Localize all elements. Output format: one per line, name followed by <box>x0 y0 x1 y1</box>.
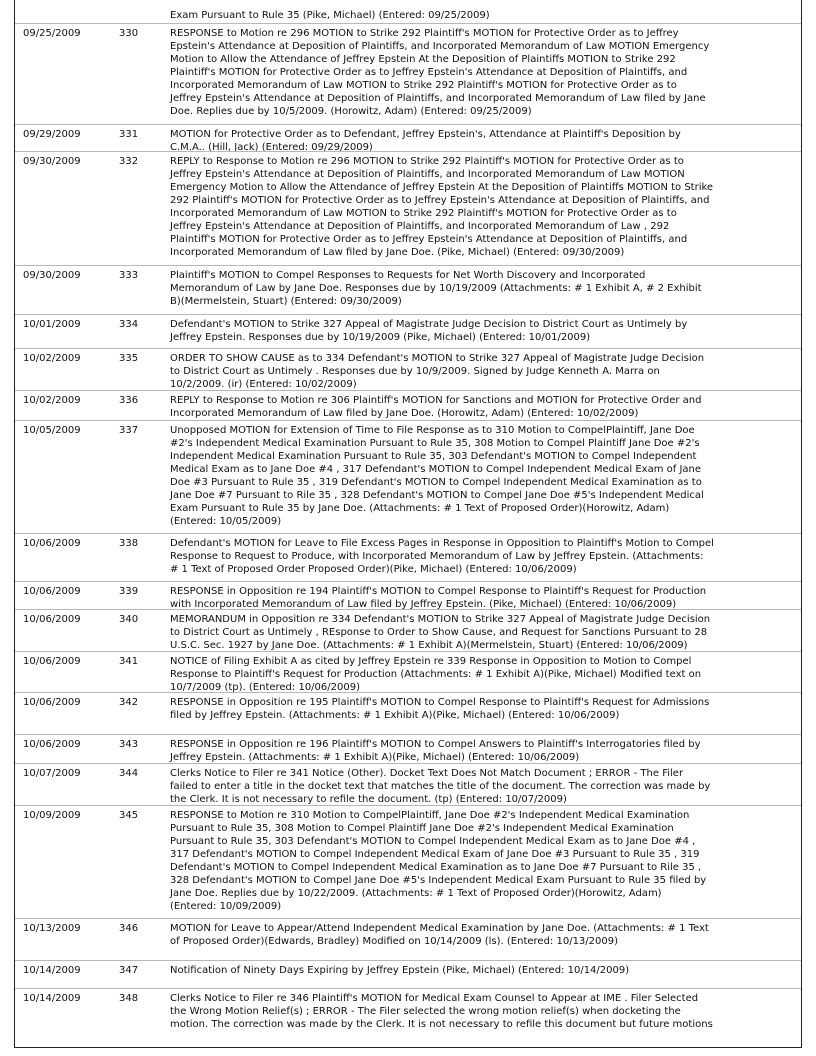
entry-date: 09/25/2009 <box>23 28 81 39</box>
entry-text: REPLY to Response to Motion re 296 MOTION to Strike 292 Plaintiff's MOTION for Protective Order as to Jeffrey Epstein's Attendance at Deposition of Plaintiffs, and Incorporated Memorandum of Law MOTION Emergency Motion to Allow the Attendance of Jeffrey Epstein At the Deposition of Plaintiffs MOTION to Strike 292 Plaintiff's MOTION for Protective Order as to Jeffrey Epstein's Attendance at Deposition of Plaintiffs, and Incorporated Memorandum of Law MOTION to Strike 292 Plaintiff's MOTION for Protective Order as to Jeffrey Epstein's Attendance at Deposition of Plaintiffs, and Incorporated Memorandum of Law , 292 Plaintiff's MOTION for Protective Order as to Jeffrey Epstein's Attendance at Deposition of Plaintiffs, and Incorporated Memorandum of Law filed by Jane Doe. (Pike, Michael) (Entered: 09/30/2009) <box>170 156 714 258</box>
row-divider <box>15 348 801 349</box>
entry-number: 344 <box>119 768 139 779</box>
entry-text: RESPONSE in Opposition re 196 Plaintiff's MOTION to Compel Answers to Plaintiff's Interrogatories filed by Jeffrey Epstein. (Attachments: # 1 Exhibit A)(Pike, Michael) (Entered: 10/06/2009) <box>170 739 701 763</box>
row-divider <box>15 420 801 421</box>
entry-date: 10/06/2009 <box>23 739 81 750</box>
row-divider <box>15 692 801 693</box>
entry-number: 339 <box>119 586 139 597</box>
entry-date: 09/30/2009 <box>23 156 81 167</box>
entry-number: 338 <box>119 538 139 549</box>
row-divider <box>15 734 801 735</box>
entry-text: Notification of Ninety Days Expiring by Jeffrey Epstein (Pike, Michael) (Entered: 10/14/2009) <box>170 965 630 976</box>
entry-date: 10/06/2009 <box>23 586 81 597</box>
entry-date: 10/07/2009 <box>23 768 81 779</box>
entry-date: 10/13/2009 <box>23 923 81 934</box>
entry-date: 10/06/2009 <box>23 697 81 708</box>
row-divider <box>15 763 801 764</box>
entry-date: 10/06/2009 <box>23 656 81 667</box>
entry-number: 346 <box>119 923 139 934</box>
entry-date: 10/05/2009 <box>23 425 81 436</box>
row-divider <box>15 960 801 961</box>
entry-text: ORDER TO SHOW CAUSE as to 334 Defendant's MOTION to Strike 327 Appeal of Magistrate Judge Decision to District Court as Untimely . Responses due by 10/9/2009. Signed by Judge Kenneth A. Marra on 10/2/2009. (ir) (Entered: 10/02/2009) <box>170 353 705 390</box>
row-divider <box>15 23 801 24</box>
entry-number: 336 <box>119 395 139 406</box>
row-divider <box>15 265 801 266</box>
entry-number: 333 <box>119 270 139 281</box>
entry-number: 330 <box>119 28 139 39</box>
entry-date: 10/14/2009 <box>23 965 81 976</box>
entry-text: RESPONSE in Opposition re 194 Plaintiff's MOTION to Compel Response to Plaintiff's Request for Production with Incorporated Memorandum of Law filed by Jeffrey Epstein. (Pike, Michael) (Entered: 10/06/2009) <box>170 586 707 610</box>
entry-text: RESPONSE in Opposition re 195 Plaintiff's MOTION to Compel Response to Plaintiff's Request for Admissions filed by Jeffrey Epstein. (Attachments: # 1 Exhibit A)(Pike, Michael) (Entered: 10/06/2009) <box>170 697 710 721</box>
entry-date: 09/30/2009 <box>23 270 81 281</box>
entry-number: 341 <box>119 656 139 667</box>
entry-date: 10/06/2009 <box>23 614 81 625</box>
entry-text: MEMORANDUM in Opposition re 334 Defendant's MOTION to Strike 327 Appeal of Magistrate Judge Decision to District Court as Untimely , REsponse to Order to Show Cause, and Request for Sanctions Pursuant to 28 U.S.C. Sec. 1927 by Jane Doe. (Attachments: # 1 Exhibit A)(Mermelstein, Stuart) (Entered: 10/06/2009) <box>170 614 711 651</box>
entry-number: 347 <box>119 965 139 976</box>
entry-number: 348 <box>119 993 139 1004</box>
entry-text: Clerks Notice to Filer re 346 Plaintiff's MOTION for Medical Exam Counsel to Appear at IME . Filer Selected the Wrong Motion Relief(s) ; ERROR - The Filer selected the wrong motion relief(s) when docketing the motion. The correction was made by the Clerk. It is not necessary to refile this document but future motions <box>170 993 713 1030</box>
entry-number: 342 <box>119 697 139 708</box>
entry-date: 10/14/2009 <box>23 993 81 1004</box>
entry-text: Defendant's MOTION for Leave to File Excess Pages in Response in Opposition to Plaintiff's Motion to Compel Response to Request to Produce, with Incorporated Memorandum of Law by Jeffrey Epstein. (Attachments: # 1 Text of Proposed Order Proposed Order)(Pike, Michael) (Entered: 10/06/2009) <box>170 538 714 575</box>
row-divider <box>15 581 801 582</box>
entry-date: 10/02/2009 <box>23 353 81 364</box>
row-divider <box>15 609 801 610</box>
entry-text: Plaintiff's MOTION to Compel Responses to Requests for Net Worth Discovery and Incorporated Memorandum of Law by Jane Doe. Responses due by 10/19/2009 (Attachments: # 1 Exhibit A, # 2 Exhibit B)(Mermelstein, Stuart) (Entered: 09/30/2009) <box>170 270 702 307</box>
entry-text: Exam Pursuant to Rule 35 (Pike, Michael) (Entered: 09/25/2009) <box>170 10 490 21</box>
entry-number: 332 <box>119 156 139 167</box>
entry-number: 335 <box>119 353 139 364</box>
row-divider <box>15 533 801 534</box>
entry-text: NOTICE of Filing Exhibit A as cited by Jeffrey Epstein re 339 Response in Opposition to Motion to Compel Response to Plaintiff's Request for Production (Attachments: # 1 Exhibit A)(Pike, Michael) Modified text on 10/7/2009 (tp). (Entered: 10/06/2009) <box>170 656 702 693</box>
entry-number: 334 <box>119 319 139 330</box>
row-divider <box>15 151 801 152</box>
entry-text: RESPONSE to Motion re 296 MOTION to Strike 292 Plaintiff's MOTION for Protective Order as to Jeffrey Epstein's Attendance at Deposition of Plaintiffs, and Incorporated Memorandum of Law MOTION Emergency Motion to Allow the Attendance of Jeffrey Epstein At the Deposition of Plaintiffs MOTION to Strike 292 Plaintiff's MOTION for Protective Order as to Jeffrey Epstein's Attendance at Deposition of Plaintiffs, and Incorporated Memorandum of Law MOTION to Strike 292 Plaintiff's MOTION for Protective Order as to Jeffrey Epstein's Attendance at Deposition of Plaintiffs, and Incorporated Memorandum of Law filed by Jane Doe. Replies due by 10/5/2009. (Horowitz, Adam) (Entered: 09/25/2009) <box>170 28 710 117</box>
entry-number: 337 <box>119 425 139 436</box>
row-divider <box>15 918 801 919</box>
entry-text: MOTION for Protective Order as to Defendant, Jeffrey Epstein's, Attendance at Plaintiff's Deposition by C.M.A.. (Hill, Jack) (Entered: 09/29/2009) <box>170 129 681 153</box>
entry-date: 09/29/2009 <box>23 129 81 140</box>
docket-table <box>14 0 802 1048</box>
row-divider <box>15 124 801 125</box>
entry-text: REPLY to Response to Motion re 306 Plaintiff's MOTION for Sanctions and MOTION for Protective Order and Incorporated Memorandum of Law filed by Jane Doe. (Horowitz, Adam) (Entered: 10/02/2009) <box>170 395 702 419</box>
row-divider <box>15 651 801 652</box>
entry-text: Unopposed MOTION for Extension of Time to File Response as to 310 Motion to CompelPlaintiff, Jane Doe #2's Independent Medical Examination Pursuant to Rule 35, 308 Motion to Compel Plaintiff Jane Doe #2's Independent Medical Examination Pursuant to Rule 35, 303 Defendant's MOTION to Compel Independent Medical Exam as to Jane Doe #4 , 317 Defendant's MOTION to Compel Independent Medical Exam of Jane Doe #3 Pursuant to Rule 35 , 319 Defendant's MOTION to Compel Independent Medical Examination as to Jane Doe #7 Pursuant to Rile 35 , 328 Defendant's MOTION to Compel Jane Doe #5's Independent Medical Exam Pursuant to Rule 35 by Jane Doe. (Attachments: # 1 Text of Proposed Order)(Horowitz, Adam) (Entered: 10/05/2009) <box>170 425 704 527</box>
entry-date: 10/06/2009 <box>23 538 81 549</box>
entry-number: 331 <box>119 129 139 140</box>
row-divider <box>15 314 801 315</box>
entry-date: 10/01/2009 <box>23 319 81 330</box>
entry-number: 345 <box>119 810 139 821</box>
row-divider <box>15 805 801 806</box>
entry-number: 340 <box>119 614 139 625</box>
entry-date: 10/02/2009 <box>23 395 81 406</box>
entry-text: MOTION for Leave to Appear/Attend Independent Medical Examination by Jane Doe. (Attachments: # 1 Text of Proposed Order)(Edwards, Bradley) Modified on 10/14/2009 (ls). (Entered: 10/13/2009) <box>170 923 709 947</box>
entry-text: RESPONSE to Motion re 310 Motion to CompelPlaintiff, Jane Doe #2's Independent Medical Examination Pursuant to Rule 35, 308 Motion to Compel Plaintiff Jane Doe #2's Independent Medical Examination Pursuant to Rule 35, 303 Defendant's MOTION to Compel Independent Medical Exam as to Jane Doe #4 , 317 Defendant's MOTION to Compel Independent Medical Exam of Jane Doe #3 Pursuant to Rule 35 , 319 Defendant's MOTION to Compel Independent Medical Examination as to Jane Doe #7 Pursuant to Rile 35 , 328 Defendant's MOTION to Compel Jane Doe #5's Independent Medical Exam Pursuant to Rule 35 filed by Jane Doe. Replies due by 10/22/2009. (Attachments: # 1 Text of Proposed Order)(Horowitz, Adam) (Entered: 10/09/2009) <box>170 810 707 912</box>
row-divider <box>15 390 801 391</box>
row-divider <box>15 988 801 989</box>
entry-date: 10/09/2009 <box>23 810 81 821</box>
entry-number: 343 <box>119 739 139 750</box>
entry-text: Defendant's MOTION to Strike 327 Appeal of Magistrate Judge Decision to District Court as Untimely by Jeffrey Epstein. Responses due by 10/19/2009 (Pike, Michael) (Entered: 10/01/2009) <box>170 319 688 343</box>
entry-text: Clerks Notice to Filer re 341 Notice (Other). Docket Text Does Not Match Document ; ERROR - The Filer failed to enter a title in the docket text that matches the title of the document. The correction was made by the Clerk. It is not necessary to refile the document. (tp) (Entered: 10/07/2009) <box>170 768 711 805</box>
